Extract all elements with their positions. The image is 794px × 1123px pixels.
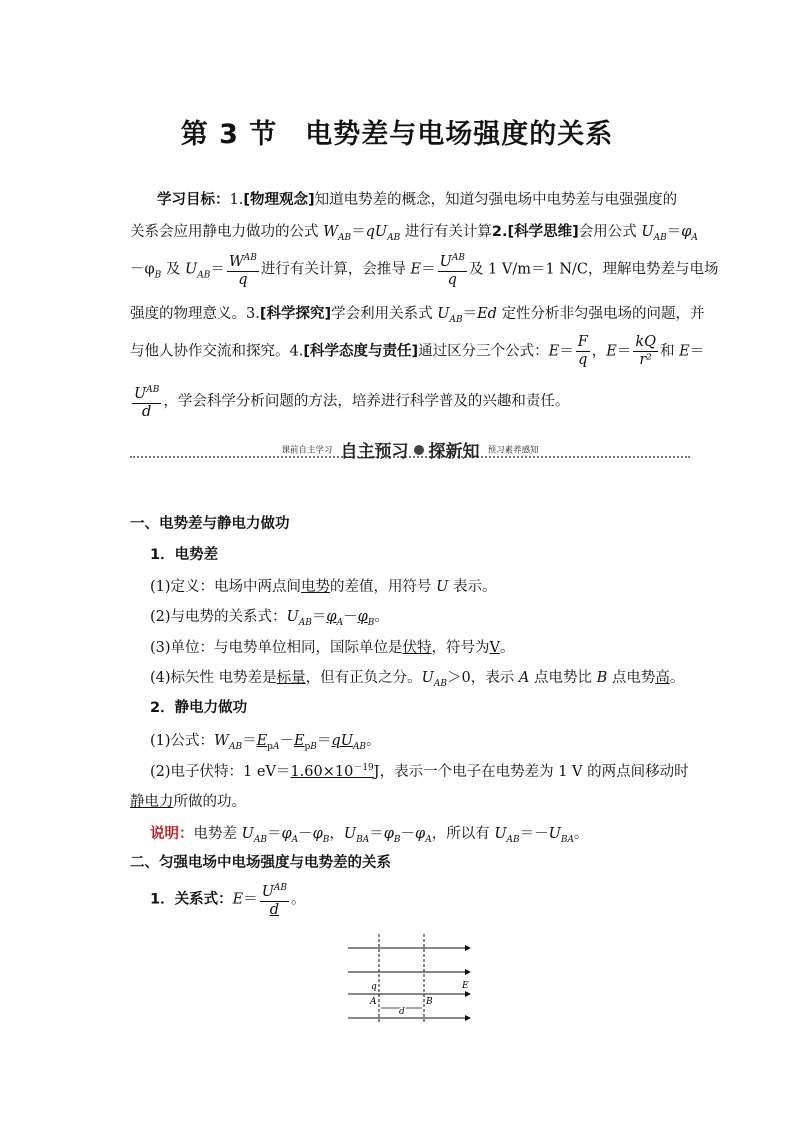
fraction-f-q: $\frac{F}{q}$ xyxy=(577,334,588,368)
page-title: 第 3 节 电势差与电场强度的关系 xyxy=(180,119,614,150)
fraction-kq-r2: $\frac{kQ}{\text{r²}}$ xyxy=(635,334,657,368)
label-e: E xyxy=(462,981,469,991)
label-q: q xyxy=(371,982,377,992)
fraction-uab-d: $\frac{U^{AB}}{d}$ xyxy=(132,382,161,421)
section-banner: 课前自主学习 自主预习 探新知 预习素养感知 xyxy=(130,437,690,459)
subheading-potential-difference: 1．电势差 xyxy=(150,547,219,563)
objectives-label: 学习目标： xyxy=(157,192,230,208)
banner-dot-icon xyxy=(414,445,424,455)
fraction-uab-d-main: $\frac{U^{AB}}{d}$ xyxy=(260,880,289,919)
objectives-line-6: $\frac{U^{AB}}{d}$ ，学会科学分析问题的方法，培养进行科学普及的兴趣和责任。 xyxy=(130,382,700,421)
objectives-line-5: 与他人协作交流和探究。4.[科学态度与责任]通过区分三个公式：E＝ $\frac{F}{q}$ ，E＝ $\frac{kQ}{\text{r²}}$ 和 E＝ xyxy=(130,334,705,368)
objectives-line-2: 关系会应用静电力做功的公式 $W_{AB}=qU_{AB}$ 进行有关计算2.[科学思维]会用公式 $U_{AB}=\varphi_A$ xyxy=(130,224,698,243)
label-a: A xyxy=(370,997,377,1007)
section1-heading: 一、电势差与静电力做功 xyxy=(130,516,290,532)
objectives-line-1: 学习目标：1.[物理观念]知道电势差的概念，知道匀强电场中电势差与电强强度的 xyxy=(157,192,678,208)
item-scalar: (4)标矢性 电势差是标量，但有正负之分。$U_{AB}>0$，表示 A 点电势比 B 点电势高。 xyxy=(150,670,685,689)
label-d: d xyxy=(399,1007,405,1017)
fraction-wab-q: $\frac{W^{AB}}{q}$ xyxy=(227,250,259,289)
item-unit: (3)单位：与电势单位相同，国际单位是伏特，符号为V。 xyxy=(150,640,515,656)
item-relation: (2)与电势的关系式：$U_{AB}=\varphi_A-\varphi_B$。 xyxy=(150,609,389,628)
objectives-line-4: 强度的物理意义。3.[科学探究]学会利用关系式 $U_{AB}=Ed$ 定性分析非匀强电场的问题，并 xyxy=(130,306,705,325)
item-electron-volt-cont: 静电力所做的功。 xyxy=(130,794,246,810)
objectives-line-3: $-\varphi_B$ 及 $U_{AB}=$ $\frac{W^{AB}}{q}$ 进行有关计算，会推导 E＝ $\frac{U^{AB}}{q}$ 及 1 V/m＝1 N/C，理解电势差与电场 xyxy=(130,250,700,289)
section2-heading: 二、匀强电场中电场强度与电势差的关系 xyxy=(130,855,391,871)
note: 说明：电势差 $U_{AB}=\varphi_A-\varphi_B$，$U_{BA}=\varphi_B-\varphi_A$，所以有 $U_{AB}=-U_{BA}$。 xyxy=(150,826,589,845)
fraction-uab-q: $\frac{U^{AB}}{q}$ xyxy=(438,250,467,289)
item-work-formula: (1)公式：$W_{AB}=E_{pA}-E_{pB}=qU_{AB}$。 xyxy=(150,733,381,752)
note-label: 说明： xyxy=(150,826,194,842)
item-definition: (1)定义：电场中两点间电势的差值，用符号 U 表示。 xyxy=(150,579,497,595)
uniform-field-diagram xyxy=(344,930,479,1025)
item-relation-formula: 1．关系式：E＝ $\frac{U^{AB}}{d}$ 。 xyxy=(150,880,306,919)
item-electron-volt: (2)电子伏特：1 $eV=1.60\times 10^{-19}J$，表示一个电子在电势差为 1 V 的两点间移动时 xyxy=(150,763,689,780)
label-b: B xyxy=(426,997,433,1007)
subheading-work: 2．静电力做功 xyxy=(150,700,248,716)
